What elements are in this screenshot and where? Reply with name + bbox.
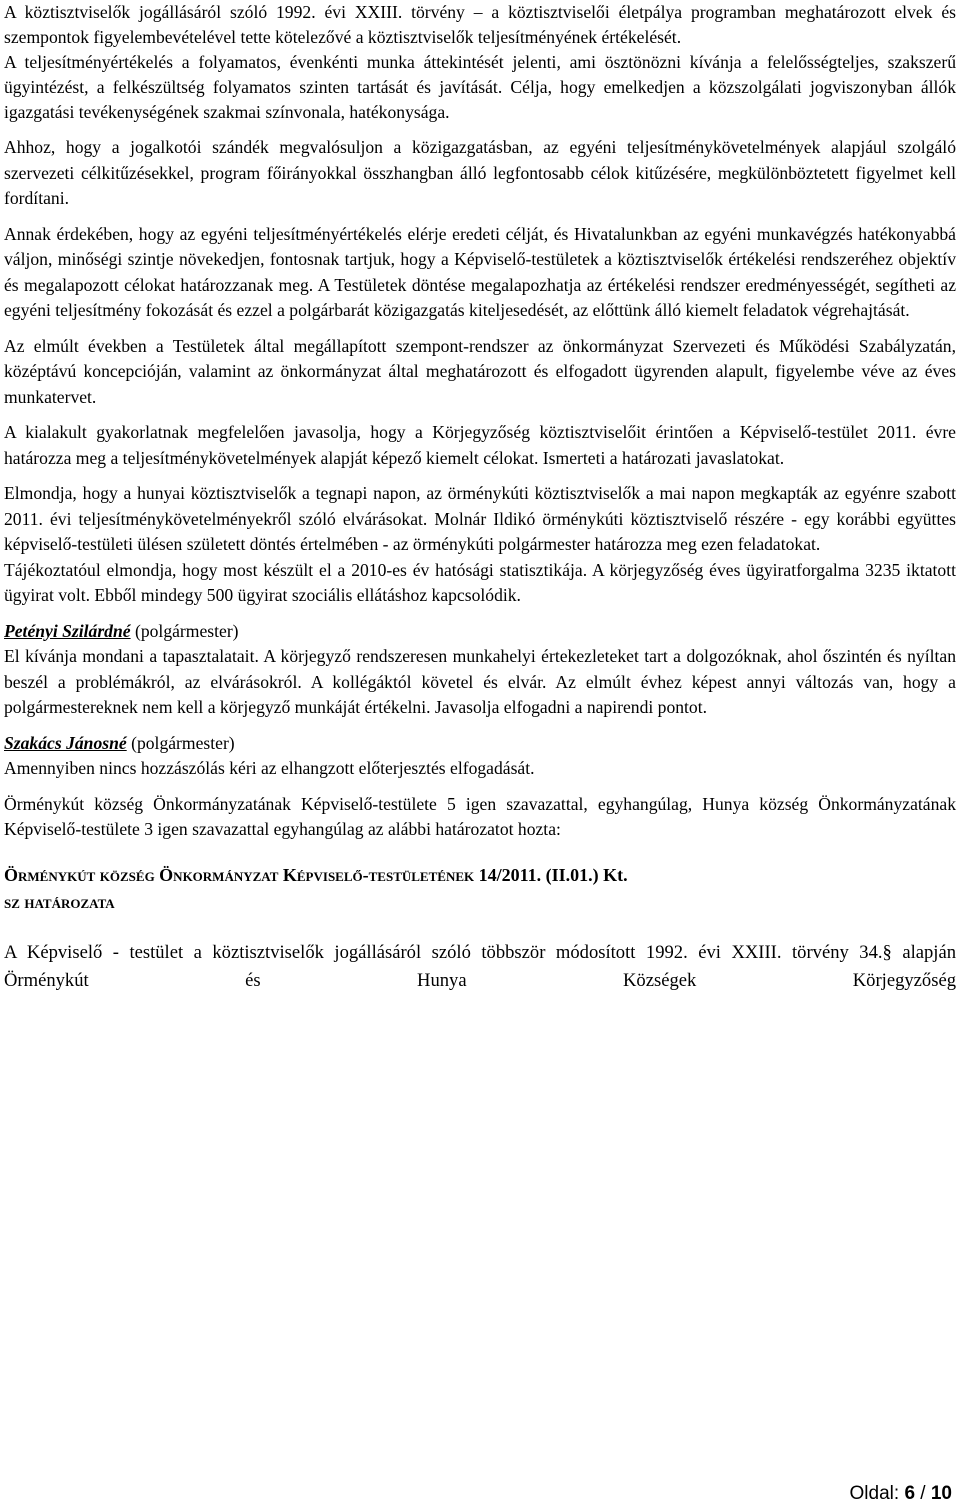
paragraph-past-years: Az elmúlt években a Testületek által megállapított szempont-rendszer az önkormányzat Szervezeti és Működési Szabályzatán, középtávú koncepcióján, valamint az önkormányzat által meghatározott és elfogadott ügyrenden alapult, figyelembe véve az éves munkatervet. — [4, 335, 956, 407]
document-page — [4, 0, 956, 995]
paragraph-statistics: Tájékoztatóul elmondja, hogy most készült el a 2010-es év hatósági statisztikája. A körjegyzőség éves ügyiratforgalma 3235 iktatott ügyirat volt. Ebből mindegy 500 ügyirat szociális ellátáshoz kapcsolódik. — [4, 559, 956, 605]
paragraph-employees-received: Elmondja, hogy a hunyai köztisztviselők a tegnapi napon, az örménykúti köztisztviselők a mai napon megkapták az egyénre szabott 2011. évi teljesítménykövetelményekről szóló elvárásokat. Molnár Ildikó örménykúti köztisztviselő részére - egy korábbi együttes képviselő-testületi ülésen született döntés értelmében - az örménykúti polgármester határozza meg ezen feladatokat. — [4, 483, 956, 554]
paragraph-petenyi-remarks: El kívánja mondani a tapasztalatait. A körjegyző rendszeresen munkahelyi értekezleteket tart a dolgozóknak, ahol őszintén és nyíltan beszél a problémákról, az elvárásokról. A kollégáktól követel és elvár. Az elmúlt évhez képest annyi változás van, hogy a polgármestereknek nem kell a körjegyző munkáját értékelni. Javasolja elfogadni a napirendi pontot. — [4, 646, 956, 717]
speaker-heading-petenyi — [4, 619, 956, 645]
resolution-heading — [4, 859, 956, 891]
speaker-role: (polgármester) — [126, 732, 235, 753]
resolution-heading-line2 — [4, 891, 956, 913]
paragraph-proposal: A kialakult gyakorlatnak megfelelően javasolja, hogy a Körjegyzőség köztisztviselőit érintően a Képviselő-testület 2011. évre határozza meg a teljesítménykövetelmények alapját képező kiemelt célokat. Ismerteti a határozati javaslatokat. — [4, 422, 956, 468]
paragraph-legislative-intent: Ahhoz, hogy a jogalkotói szándék megvalósuljon a közigazgatásban, az egyéni teljesítménykövetelmények alapjául szolgáló szervezeti célkitűzésekkel, program főirányokkal összhangban álló legfontosabb célok kitűzésére, megkülönböztetett figyelmet kell fordítani. — [4, 137, 956, 208]
footer-current-page: 6 — [904, 1483, 916, 1504]
paragraph-objectives: Annak érdekében, hogy az egyéni teljesítményértékelés elérje eredeti célját, és Hivatalunkban az egyéni munkavégzés hatékonyabbá váljon, minőségi szintje növekedjen, fontosnak tartjuk, hogy a Képviselő-testületek a köztisztviselők értékelési rendszeréhez objektív és megalapozott célokat határozzanak meg. A Testületek döntése megalapozhatja az értékelési rendszer eredményességét, segítheti az egyéni teljesítmény fokozását és ezzel a polgárbarát közigazgatás kiteljesedését, az előttünk álló kiemelt feladatok végrehajtását. — [4, 223, 956, 320]
footer-separator: / — [915, 1483, 931, 1504]
speaker-name: Szakács Jánosné — [4, 732, 127, 753]
resolution-heading-body: Örménykút község Önkormányzat Képviselő-testületének — [4, 864, 475, 885]
paragraph-intro: A köztisztviselők jogállásáról szóló 1992. évi XXIII. törvény – a köztisztviselői életpálya programban meghatározott elvek és szempontok figyelembevételével tette kötelezővé a köztisztviselők teljesítményének értékelését. — [4, 2, 956, 47]
resolution-heading-suffix: sz határozata — [4, 891, 115, 912]
footer-total-pages: 10 — [930, 1483, 952, 1504]
paragraph-szakacs-remarks: Amennyiben nincs hozzászólás kéri az elhangzott előterjesztés elfogadását. — [4, 758, 535, 778]
speaker-name: Petényi Szilárdné — [4, 620, 131, 641]
resolution-number: 14/2011. (II.01.) Kt. — [474, 864, 628, 885]
paragraph-performance-evaluation: A teljesítményértékelés a folyamatos, évenkénti munka áttekintését jelenti, ami ösztönözni kívánja a felelősségteljes, szakszerű ügyintézést, a felkészültség folyamatos szinten tartását és javítását. Célja, hogy emelkedjen a közszolgálati jogviszonyban állók igazgatási tevékenységének szakmai színvonala, hatékonysága. — [4, 52, 956, 122]
paragraph-vote: Örménykút község Önkormányzatának Képviselő-testülete 5 igen szavazattal, egyhangúlag, Hunya község Önkormányzatának Képviselő-testülete 3 igen szavazattal egyhangúlag az alábbi határozatot hozta: — [4, 793, 956, 839]
page-number-footer — [850, 1483, 952, 1505]
speaker-role: (polgármester) — [130, 620, 239, 641]
paragraph-resolution-text: A Képviselő - testület a köztisztviselők jogállásáról szóló többször módosított 1992. évi XXIII. törvény 34.§ alapján Örménykút és Hunya Községek Körjegyzőség — [4, 941, 956, 991]
speaker-heading-szakacs — [4, 731, 956, 757]
footer-label: Oldal: — [849, 1483, 905, 1504]
